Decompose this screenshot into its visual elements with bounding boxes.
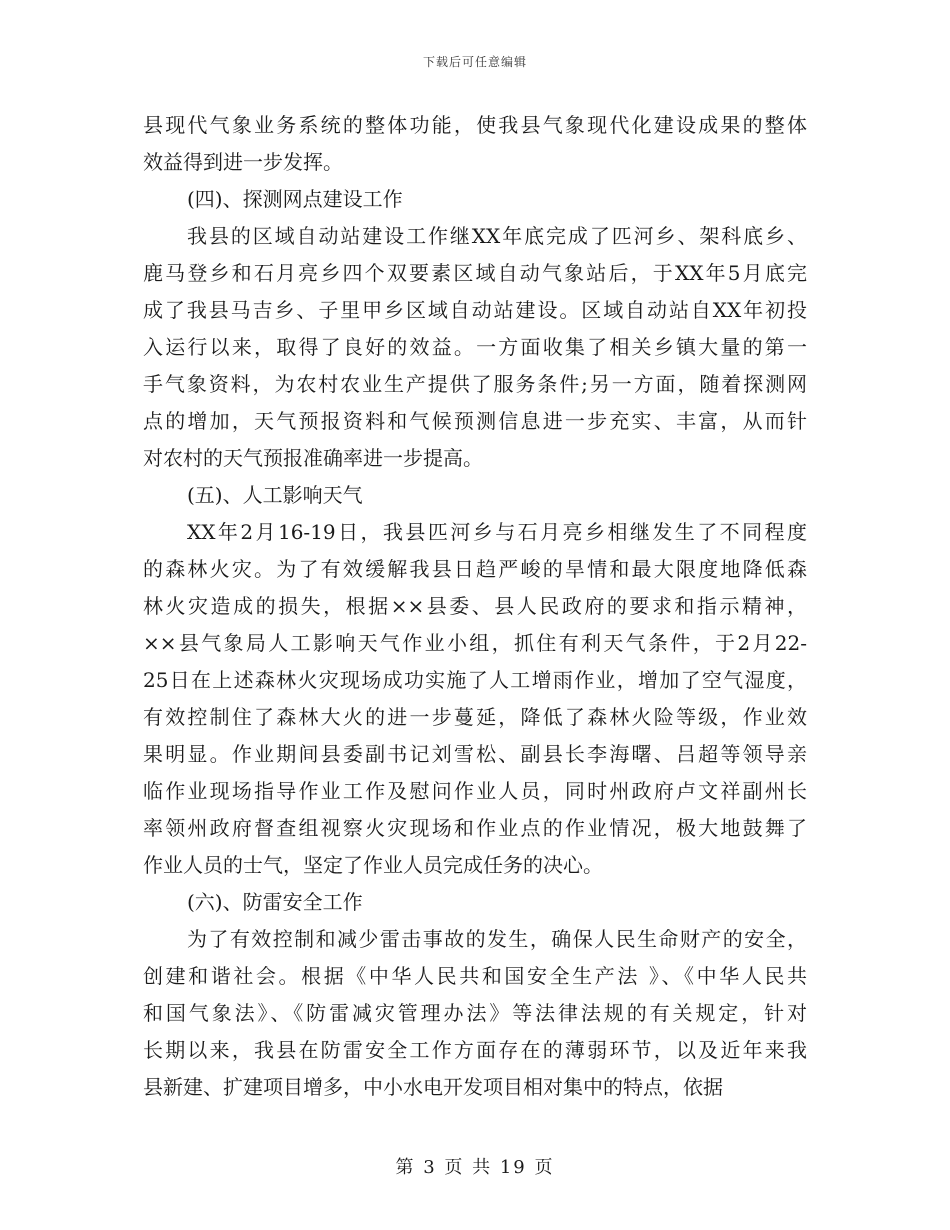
section-heading: (五)、人工影响天气 xyxy=(187,483,363,507)
paragraph-line: 我县的区域自动站建设工作继XX年底完成了匹河乡、架科底乡、 xyxy=(187,224,807,248)
page-number-footer: 第 3 页 共 19 页 xyxy=(395,1157,555,1178)
document-body xyxy=(143,107,807,1106)
paragraph-line: 为了有效控制和减少雷击事故的发生，确保人民生命财产的安全， xyxy=(187,927,807,951)
paragraph-line: 率领州政府督查组视察火灾现场和作业点的作业情况，极大地鼓舞了 xyxy=(143,816,807,840)
paragraph-line: 作业人员的士气，坚定了作业人员完成任务的决心。 xyxy=(143,853,603,877)
paragraph-line: 25日在上述森林火灾现场成功实施了人工增雨作业，增加了空气湿度， xyxy=(143,668,807,692)
paragraph-line: 临作业现场指导作业工作及慰问作业人员，同时州政府卢文祥副州长 xyxy=(143,779,807,803)
paragraph-line: 有效控制住了森林大火的进一步蔓延，降低了森林火险等级，作业效 xyxy=(143,705,807,729)
page-header: 下载后可任意编辑 xyxy=(422,55,527,69)
paragraph-line: 林火灾造成的损失，根据××县委、县人民政府的要求和指示精神， xyxy=(143,594,807,618)
paragraph-line: 对农村的天气预报准确率进一步提高。 xyxy=(143,446,483,470)
paragraph-line: 效益得到进一步发挥。 xyxy=(143,150,343,174)
paragraph-line: 手气象资料，为农村农业生产提供了服务条件;另一方面，随着探测网 xyxy=(143,372,807,396)
paragraph-line: 果明显。作业期间县委副书记刘雪松、副县长李海曙、吕超等领导亲 xyxy=(143,742,807,766)
paragraph-line: 和国气象法》、《防雷减灾管理办法》等法律法规的有关规定，针对 xyxy=(143,1001,807,1025)
paragraph-line: 县新建、扩建项目增多，中小水电开发项目相对集中的特点，依据 xyxy=(143,1075,723,1099)
section-heading: (六)、防雷安全工作 xyxy=(187,890,363,914)
paragraph-line: ××县气象局人工影响天气作业小组，抓住有利天气条件，于2月22- xyxy=(143,631,807,655)
paragraph-line: 点的增加，天气预报资料和气候预测信息进一步充实、丰富，从而针 xyxy=(143,409,807,433)
paragraph-line: 长期以来，我县在防雷安全工作方面存在的薄弱环节，以及近年来我 xyxy=(143,1038,807,1062)
paragraph-line: XX年2月16-19日，我县匹河乡与石月亮乡相继发生了不同程度 xyxy=(187,520,807,544)
paragraph-line: 县现代气象业务系统的整体功能，使我县气象现代化建设成果的整体 xyxy=(143,113,807,137)
paragraph-line: 成了我县马吉乡、子里甲乡区域自动站建设。区域自动站自XX年初投 xyxy=(143,298,807,322)
section-heading: (四)、探测网点建设工作 xyxy=(187,187,403,211)
paragraph-line: 的森林火灾。为了有效缓解我县日趋严峻的旱情和最大限度地降低森 xyxy=(143,557,807,581)
paragraph-line: 创建和谐社会。根据《中华人民共和国安全生产法 》、《中华人民共 xyxy=(143,964,807,988)
paragraph-line: 鹿马登乡和石月亮乡四个双要素区域自动气象站后，于XX年5月底完 xyxy=(143,261,807,285)
paragraph-line: 入运行以来，取得了良好的效益。一方面收集了相关乡镇大量的第一 xyxy=(143,335,807,359)
